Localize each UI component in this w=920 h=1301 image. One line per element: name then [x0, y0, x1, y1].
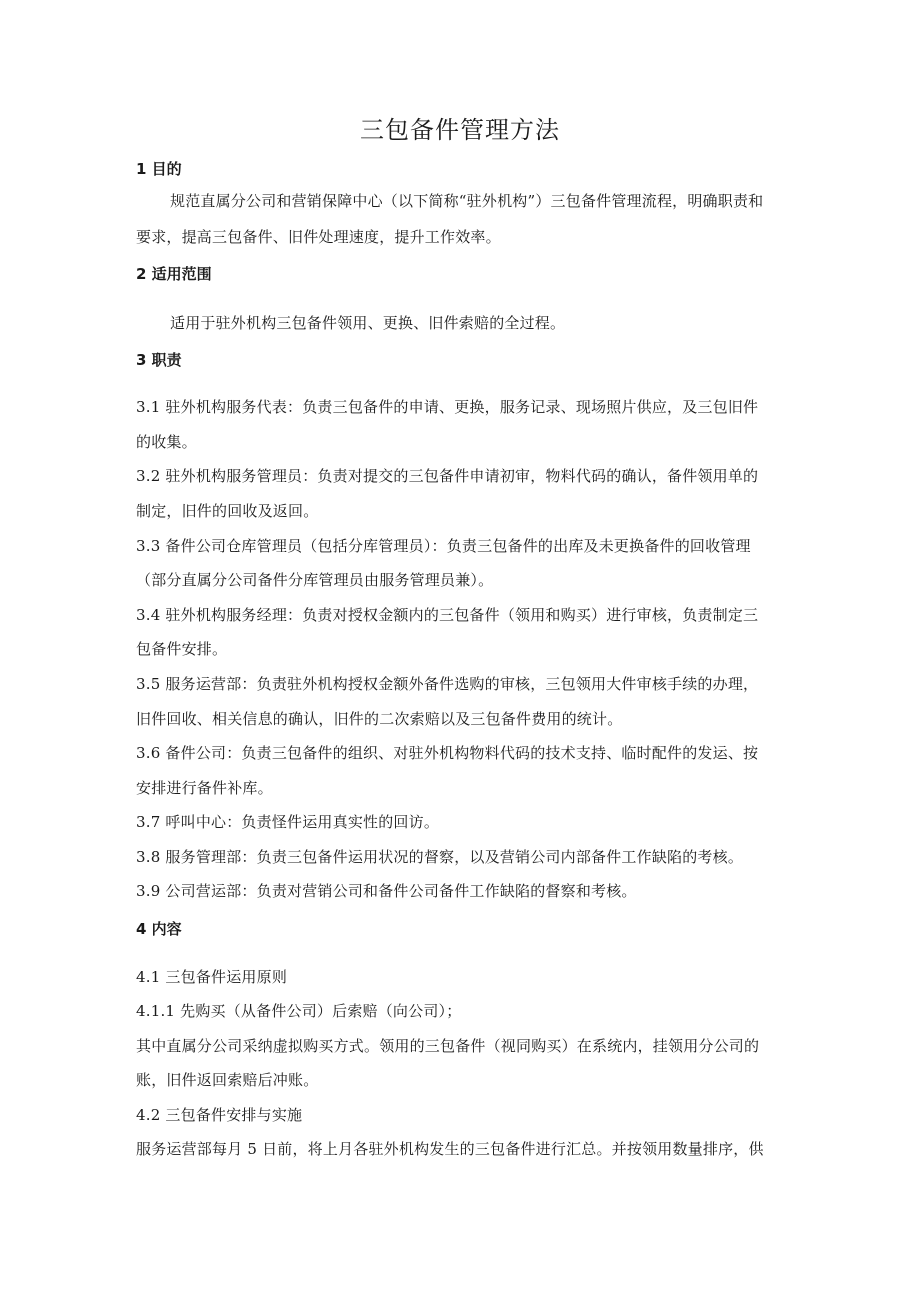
- paragraph-line: 3.1 驻外机构服务代表：负责三包备件的申请、更换，服务记录、现场照片供应，及三包旧件: [136, 398, 759, 416]
- paragraph-line: 3.4 驻外机构服务经理：负责对授权金额内的三包备件（领用和购买）进行审核，负责制定三: [136, 606, 759, 624]
- paragraph-line: 制定，旧件的回收及返回。: [136, 502, 319, 520]
- paragraph-line: （部分直属分公司备件分库管理员由服务管理员兼）。: [136, 571, 494, 589]
- paragraph-line: 安排进行备件补库。: [136, 779, 273, 797]
- section-heading-responsibilities: 3 职责: [136, 351, 182, 369]
- paragraph-line: 4.1.1 先购买（从备件公司）后索赔（向公司）；: [136, 1002, 462, 1020]
- paragraph-line: 3.3 备件公司仓库管理员（包括分库管理员）：负责三包备件的出库及未更换备件的回收管理: [136, 537, 751, 555]
- paragraph-line: 包备件安排。: [136, 640, 228, 658]
- paragraph-line: 的收集。: [136, 433, 197, 451]
- paragraph-line: 适用于驻外机构三包备件领用、更换、旧件索赔的全过程。: [170, 314, 566, 332]
- paragraph-line: 其中直属分公司采纳虚拟购买方式。领用的三包备件（视同购买）在系统内，挂领用分公司的: [136, 1037, 760, 1055]
- paragraph-line: 服务运营部每月 5 日前，将上月各驻外机构发生的三包备件进行汇总。并按领用数量排序，供: [136, 1140, 764, 1158]
- paragraph-line: 3.8 服务管理部：负责三包备件运用状况的督察，以及营销公司内部备件工作缺陷的考核。: [136, 848, 744, 866]
- paragraph-line: 4.1 三包备件运用原则: [136, 968, 288, 986]
- paragraph-line: 账，旧件返回索赔后冲账。: [136, 1071, 319, 1089]
- paragraph-line: 规范直属分公司和营销保障中心（以下简称“驻外机构”）三包备件管理流程，明确职责和: [170, 192, 764, 210]
- paragraph-line: 4.2 三包备件安排与实施: [136, 1106, 303, 1124]
- paragraph-line: 3.6 备件公司：负责三包备件的组织、对驻外机构物料代码的技术支持、临时配件的发运、按: [136, 744, 759, 762]
- section-heading-purpose: 1 目的: [136, 160, 182, 178]
- paragraph-line: 要求，提高三包备件、旧件处理速度，提升工作效率。: [136, 228, 501, 246]
- paragraph-line: 3.9 公司营运部：负责对营销公司和备件公司备件工作缺陷的督察和考核。: [136, 882, 637, 900]
- paragraph-line: 3.7 呼叫中心：负责怪件运用真实性的回访。: [136, 813, 440, 831]
- paragraph-line: 3.5 服务运营部：负责驻外机构授权金额外备件选购的审核，三包领用大件审核手续的办理，: [136, 675, 759, 693]
- paragraph-line: 旧件回收、相关信息的确认，旧件的二次索赔以及三包备件费用的统计。: [136, 710, 623, 728]
- section-heading-scope: 2 适用范围: [136, 265, 212, 283]
- paragraph-line: 3.2 驻外机构服务管理员：负责对提交的三包备件申请初审，物料代码的确认，备件领用单的: [136, 467, 759, 485]
- section-heading-content: 4 内容: [136, 920, 182, 938]
- document-title: 三包备件管理方法: [360, 116, 560, 144]
